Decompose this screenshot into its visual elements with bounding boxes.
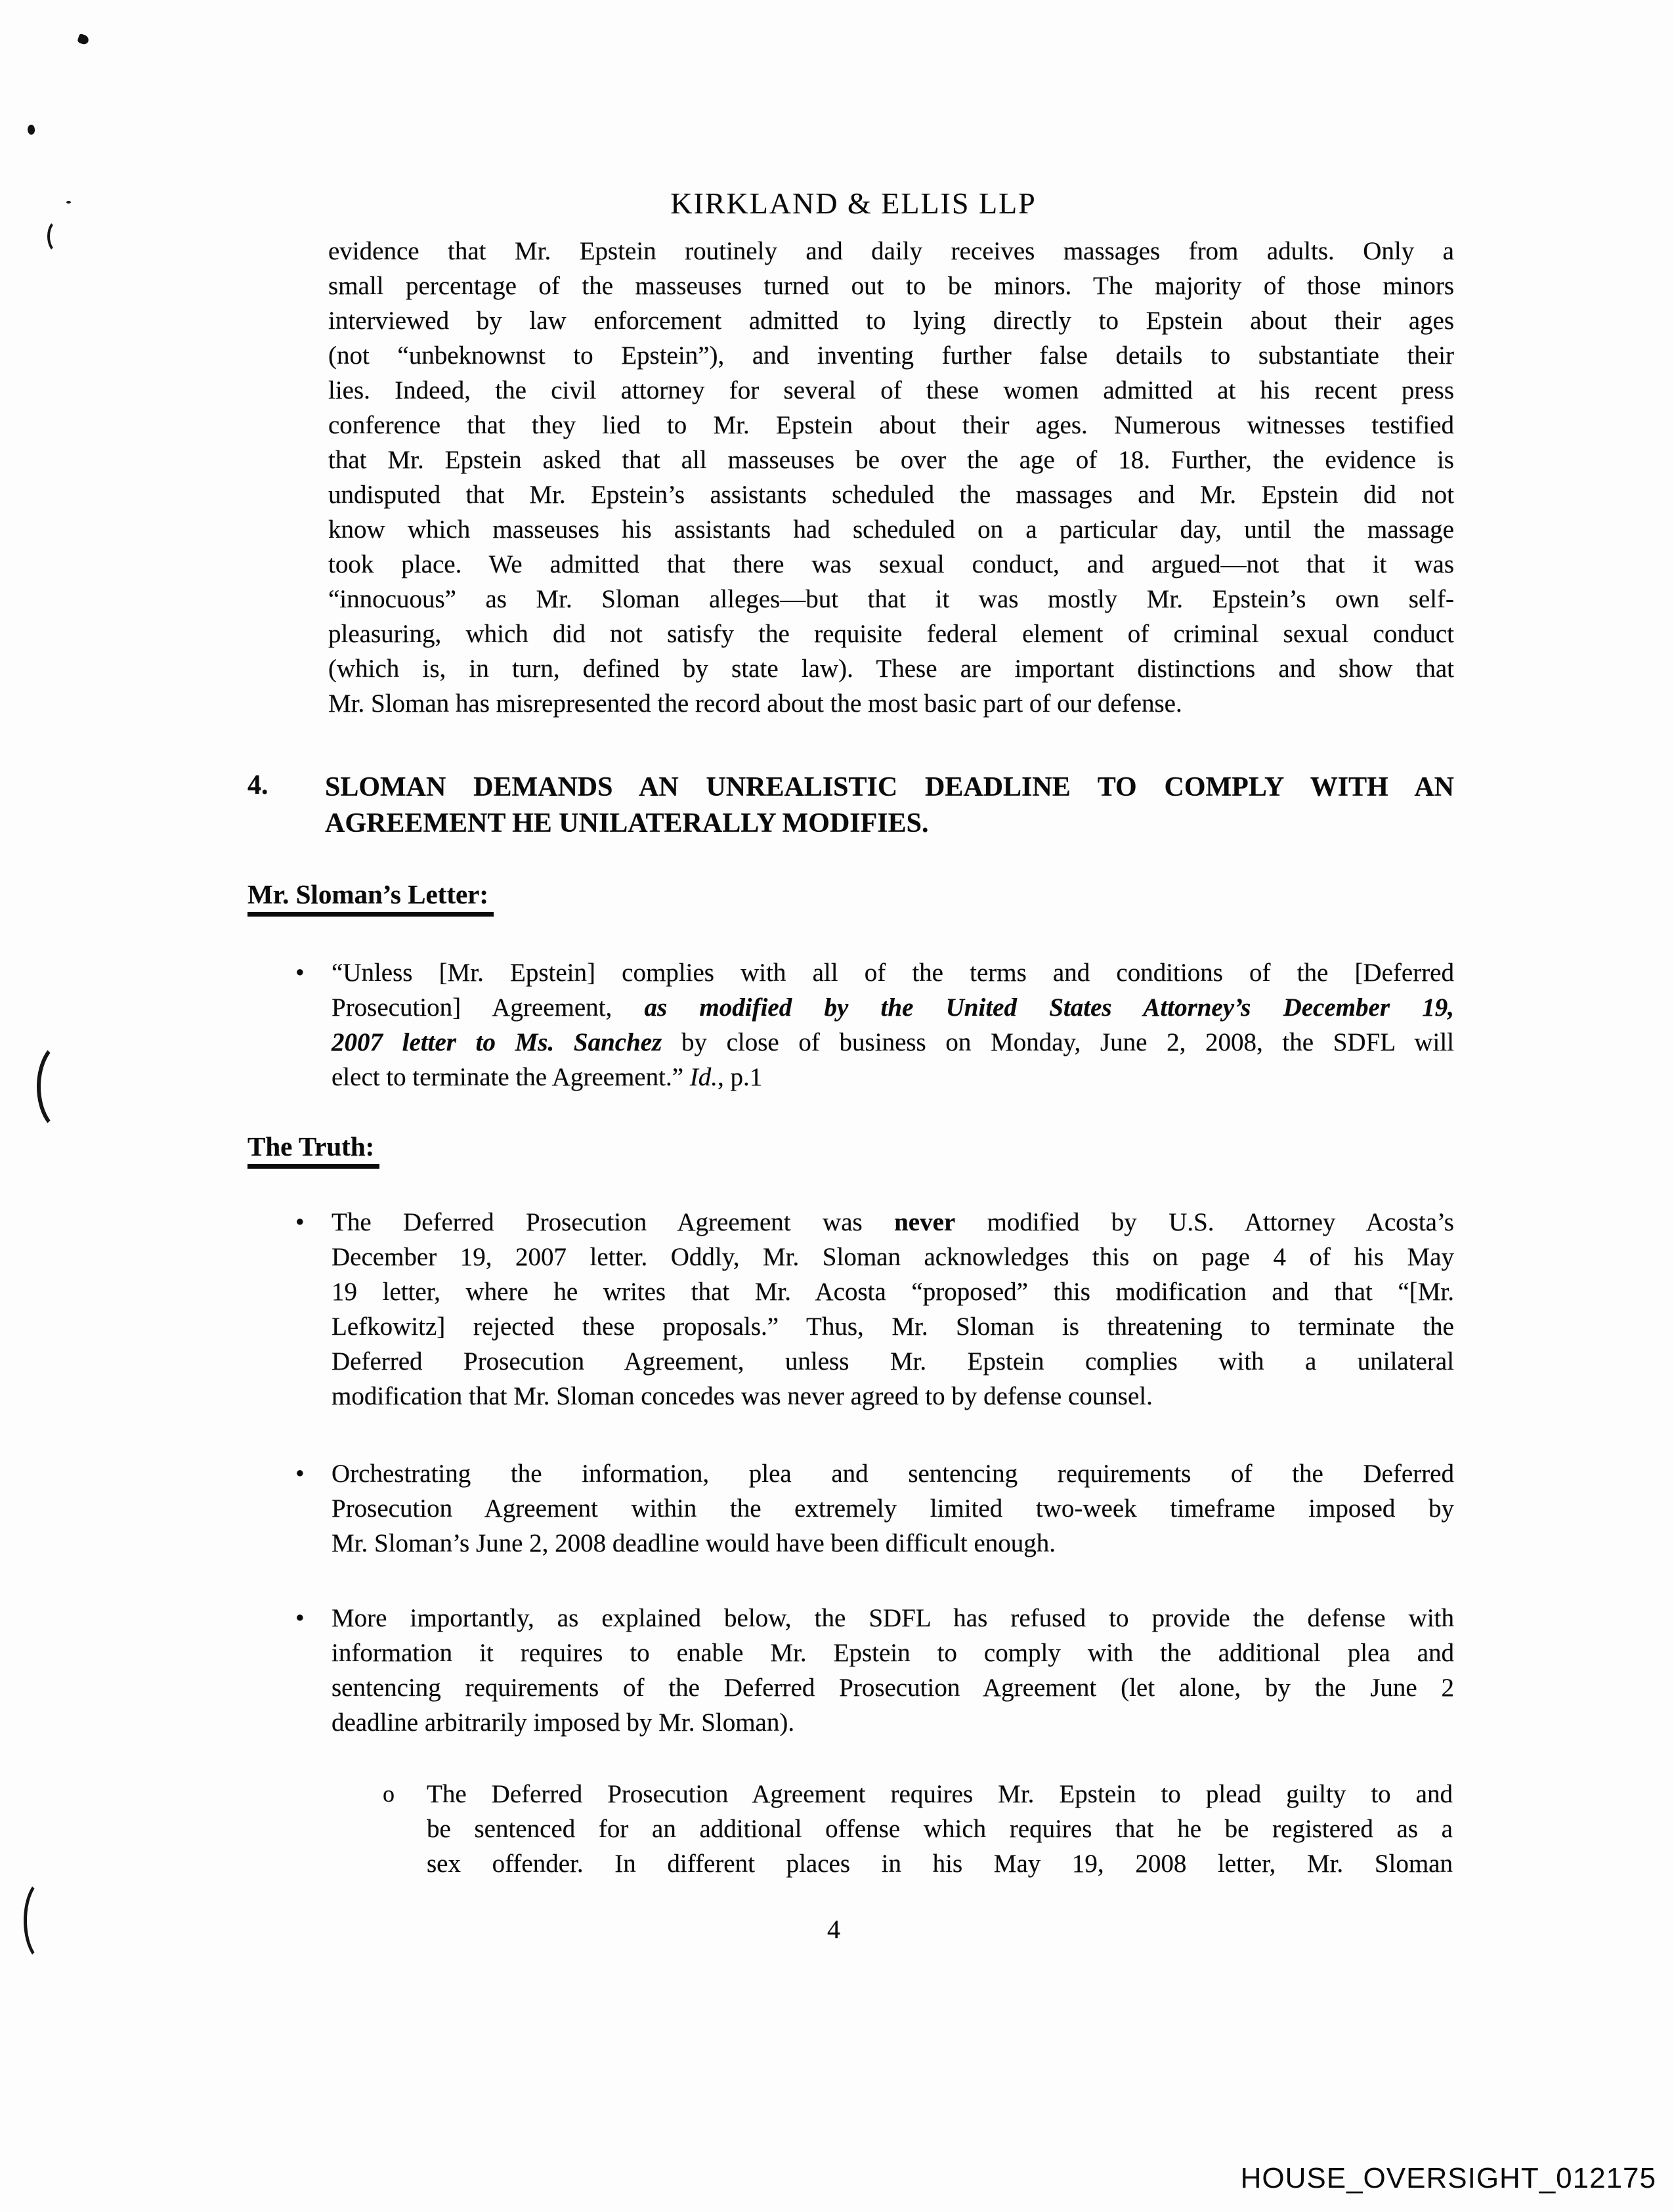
citation-id: Id. <box>689 1063 718 1091</box>
paragraph-line: undisputed that Mr. Epstein’s assistants scheduled the massages and Mr. Epstein did not <box>328 481 1454 509</box>
subheading-underlined-text: Mr. Sloman’s Letter: <box>247 878 494 917</box>
truth-bullet-1 <box>332 1205 1454 1414</box>
scan-artifact-paren-mark <box>47 219 70 253</box>
bullet-marker: • <box>295 1208 305 1236</box>
paragraph-line: evidence that Mr. Epstein routinely and daily receives massages from adults. Only a <box>328 237 1454 265</box>
subheading-the-truth <box>247 1131 379 1169</box>
bullet-line <box>332 1205 1454 1240</box>
bullet-line: be sentenced for an additional offense which requires that he be registered as a <box>427 1815 1453 1843</box>
quote-line <box>332 990 1454 1025</box>
section-heading-line: SLOMAN DEMANDS AN UNREALISTIC DEADLINE TO COMPLY WITH AN <box>325 772 1454 802</box>
quote-bullet-text <box>332 955 1454 1095</box>
scan-artifact-speck <box>66 201 71 204</box>
truth-bullet-2 <box>332 1456 1454 1561</box>
paragraph-line: pleasuring, which did not satisfy the requisite federal element of criminal sexual conduct <box>328 620 1454 648</box>
scan-artifact-speck <box>27 124 36 135</box>
bullet-marker: • <box>295 959 305 987</box>
paragraph-line: lies. Indeed, the civil attorney for several of these women admitted at his recent press <box>328 376 1454 404</box>
subheading-underlined-text: The Truth: <box>247 1131 379 1169</box>
bullet-line: Prosecution Agreement within the extremely limited two-week timeframe imposed by <box>332 1494 1454 1523</box>
quote-segment-emphasis: as modified by the United States Attorney’s December 19, <box>644 993 1454 1022</box>
bullet-line: deadline arbitrarily imposed by Mr. Sloman). <box>332 1708 795 1737</box>
law-firm-header: KIRKLAND & ELLIS LLP <box>670 186 1037 220</box>
bullet-segment: The Deferred Prosecution Agreement was <box>332 1208 895 1236</box>
paragraph-line: interviewed by law enforcement admitted to lying directly to Epstein about their ages <box>328 307 1454 335</box>
paragraph-line: took place. We admitted that there was sexual conduct, and argued—not that it was <box>328 550 1454 578</box>
quote-line <box>332 1060 1454 1095</box>
bullet-line: 19 letter, where he writes that Mr. Acosta “proposed” this modification and that “[Mr. <box>332 1278 1454 1306</box>
paragraph-line: small percentage of the masseuses turned out to be minors. The majority of those minors <box>328 272 1454 300</box>
paragraph-line: (which is, in turn, defined by state law). These are important distinctions and show that <box>328 655 1454 683</box>
bullet-line: Mr. Sloman’s June 2, 2008 deadline would have been difficult enough. <box>332 1529 1056 1557</box>
section-heading-line: AGREEMENT HE UNILATERALLY MODIFIES. <box>325 808 929 838</box>
quote-segment: by close of business on Monday, June 2, 2008, the SDFL will <box>662 1028 1454 1056</box>
bullet-line: information it requires to enable Mr. Epstein to comply with the additional plea and <box>332 1639 1454 1667</box>
bullet-line: Lefkowitz] rejected these proposals.” Thus, Mr. Sloman is threatening to terminate the <box>332 1312 1454 1341</box>
truth-bullet-3 <box>332 1601 1454 1740</box>
bullet-segment-bold: never <box>894 1208 956 1236</box>
quote-line: “Unless [Mr. Epstein] complies with all of the terms and conditions of the [Deferred <box>332 959 1454 987</box>
bullet-line: More importantly, as explained below, the SDFL has refused to provide the defense with <box>332 1604 1454 1632</box>
bullet-line: Deferred Prosecution Agreement, unless Mr. Epstein complies with a unilateral <box>332 1347 1454 1376</box>
bullet-line: sentencing requirements of the Deferred Prosecution Agreement (let alone, by the June 2 <box>332 1674 1454 1702</box>
paragraph-line: “innocuous” as Mr. Sloman alleges—but that it was mostly Mr. Epstein’s own self- <box>328 585 1454 613</box>
quote-segment-emphasis: 2007 letter to Ms. Sanchez <box>332 1028 662 1056</box>
quote-line <box>332 1025 1454 1060</box>
scan-artifact-paren-mark <box>37 1039 96 1134</box>
paragraph-line: that Mr. Epstein asked that all masseuses be over the age of 18. Further, the evidence is <box>328 446 1454 474</box>
page-number: 4 <box>827 1915 840 1944</box>
sub-bullet-marker: o <box>383 1781 395 1807</box>
bullet-line: The Deferred Prosecution Agreement requires Mr. Epstein to plead guilty to and <box>427 1780 1453 1808</box>
subheading-slomans-letter <box>247 878 494 917</box>
bullet-segment: modified by U.S. Attorney Acosta’s <box>955 1208 1454 1236</box>
quote-segment: Prosecution] Agreement, <box>332 993 645 1022</box>
citation-page: , p.1 <box>718 1063 763 1091</box>
paragraph-line: know which masseuses his assistants had scheduled on a particular day, until the massage <box>328 515 1454 544</box>
paragraph-line: (not “unbeknownst to Epstein”), and inventing further false details to substantiate their <box>328 341 1454 370</box>
bates-number: HOUSE_OVERSIGHT_012175 <box>1240 2162 1656 2194</box>
bullet-line: sex offender. In different places in his May 19, 2008 letter, Mr. Sloman <box>427 1850 1453 1878</box>
bullet-line: December 19, 2007 letter. Oddly, Mr. Sloman acknowledges this on page 4 of his May <box>332 1243 1454 1271</box>
sub-bullet-text <box>427 1777 1453 1881</box>
quote-segment: elect to terminate the Agreement.” <box>332 1063 690 1091</box>
paragraph-line: Mr. Sloman has misrepresented the record about the most basic part of our defense. <box>328 689 1182 718</box>
scan-artifact-paren-mark <box>24 1878 67 1963</box>
bullet-line: modification that Mr. Sloman concedes was never agreed to by defense counsel. <box>332 1382 1153 1410</box>
paragraph-line: conference that they lied to Mr. Epstein about their ages. Numerous witnesses testified <box>328 411 1454 439</box>
bullet-marker: • <box>295 1604 305 1632</box>
section-heading <box>325 770 1454 842</box>
bullet-line: Orchestrating the information, plea and sentencing requirements of the Deferred <box>332 1460 1454 1488</box>
bullet-marker: • <box>295 1460 305 1488</box>
body-paragraph <box>328 234 1454 721</box>
scan-artifact-speck <box>77 33 90 45</box>
section-number: 4. <box>247 770 268 800</box>
